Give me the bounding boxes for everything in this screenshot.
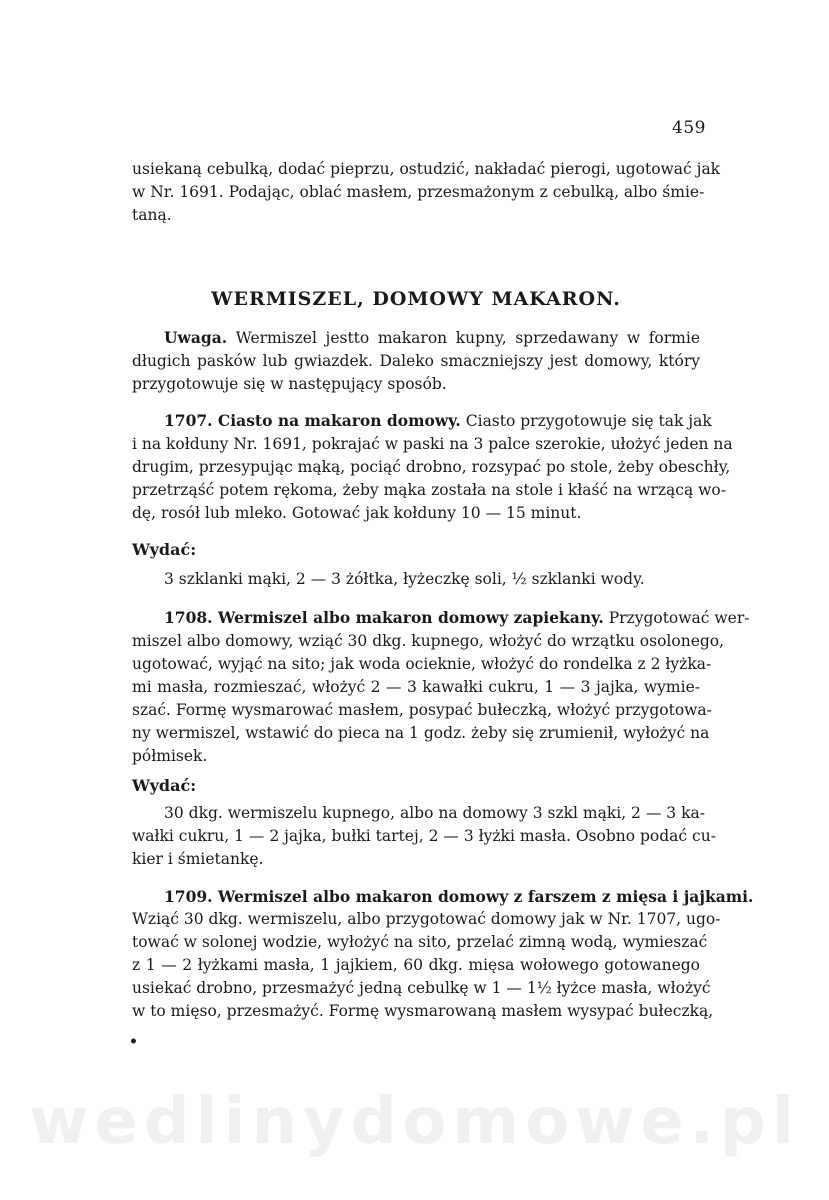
stray-mark: •	[129, 1034, 138, 1050]
text-line: ny wermiszel, wstawić do pieca na 1 godz. żeby się zrumienił, wyłożyć na	[132, 724, 710, 742]
text-line: przetrząść potem rękoma, żeby mąka została na stole i kłaść na wrzącą wo-	[132, 481, 726, 499]
text-line: szać. Formę wysmarować masłem, posypać bułeczką, włożyć przygotowa-	[132, 701, 712, 719]
serve-label: Wydać:	[132, 776, 197, 795]
text-line	[132, 326, 700, 350]
text-line: długich pasków lub gwiazdek. Daleko smaczniejszy jest domowy, który	[132, 352, 700, 370]
text-line: i na kołduny Nr. 1691, pokrajać w paski na 3 palce szerokie, ułożyć jeden na	[132, 435, 733, 453]
text-line: mi masła, rozmieszać, włożyć 2 — 3 kawałki cukru, 1 — 3 jajka, wymie-	[132, 678, 700, 696]
text-line: dę, rosół lub mleko. Gotować jak kołduny 10 — 15 minut.	[132, 504, 582, 522]
text-line: w to mięso, przesmażyć. Formę wysmarowaną masłem wysypać bułeczką,	[132, 1002, 714, 1020]
text-line: 30 dkg. wermiszelu kupnego, albo na domowy 3 szkl mąki, 2 — 3 ka-	[164, 804, 705, 822]
recipe-1709	[132, 885, 754, 1023]
text-line: ugotować, wyjąć na sito; jak woda ocieknie, włożyć do rondelka z 2 łyżka-	[132, 655, 712, 673]
page-number: 459	[672, 118, 706, 138]
text-line: kier i śmietankę.	[132, 850, 264, 868]
recipe-title: 1707. Ciasto na makaron domowy.	[164, 411, 461, 430]
text-line	[132, 409, 712, 433]
text-fragment: Wermiszel jestto makaron kupny, sprzedawany w formie	[235, 329, 700, 347]
ingredients-1707	[132, 568, 700, 591]
ingredients-1708	[132, 802, 716, 871]
text-line: z 1 — 2 łyżkami masła, 1 jajkiem, 60 dkg. mięsa wołowego gotowanego	[132, 956, 700, 974]
text-line: wałki cukru, 1 — 2 jajka, bułki tartej, 2 — 3 łyżki masła. Osobno podać cu-	[132, 827, 716, 845]
uwaga-label: Uwaga.	[164, 328, 228, 347]
text-line: miszel albo domowy, wziąć 30 dkg. kupnego, włożyć do wrzątku osolonego,	[132, 632, 725, 650]
text-fragment: Ciasto przygotowuje się tak jak	[465, 412, 712, 430]
uwaga-paragraph	[132, 326, 700, 396]
text-line: półmisek.	[132, 747, 208, 765]
text-line: przygotowuje się w następujący sposób.	[132, 375, 447, 393]
intro-paragraph	[132, 158, 721, 227]
serve-label: Wydać:	[132, 540, 197, 559]
text-line: 3 szklanki mąki, 2 — 3 żółtka, łyżeczkę soli, ½ szklanki wody.	[164, 570, 645, 588]
watermark: wedlinydomowe.pl	[29, 1085, 800, 1159]
recipe-1708	[132, 606, 750, 768]
text-line: usiekaną cebulką, dodać pieprzu, ostudzić, nakładać pierogi, ugotować jak	[132, 160, 721, 178]
text-line: drugim, przesypując mąką, pociąć drobno, rozsypać po stole, żeby obeschły,	[132, 458, 731, 476]
section-title: WERMISZEL, DOMOWY MAKARON.	[211, 288, 621, 310]
text-line: Wziąć 30 dkg. wermiszelu, albo przygotować domowy jak w Nr. 1707, ugo-	[132, 910, 721, 928]
text-fragment: Przygotować wer-	[608, 609, 750, 627]
text-line: usiekać drobno, przesmażyć jedną cebulkę w 1 — 1½ łyżce masła, włożyć	[132, 979, 711, 997]
text-line: taną.	[132, 206, 172, 224]
recipe-title: 1708. Wermiszel albo makaron domowy zapiekany.	[164, 608, 604, 627]
recipe-1707	[132, 409, 733, 525]
text-line	[132, 606, 750, 630]
text-line: tować w solonej wodzie, wyłożyć na sito, przelać zimną wodą, wymieszać	[132, 933, 708, 951]
text-line: w Nr. 1691. Podając, oblać masłem, przesmażonym z cebulką, albo śmie-	[132, 183, 705, 201]
recipe-title: 1709. Wermiszel albo makaron domowy z farszem z mięsa i jajkami.	[164, 887, 754, 906]
